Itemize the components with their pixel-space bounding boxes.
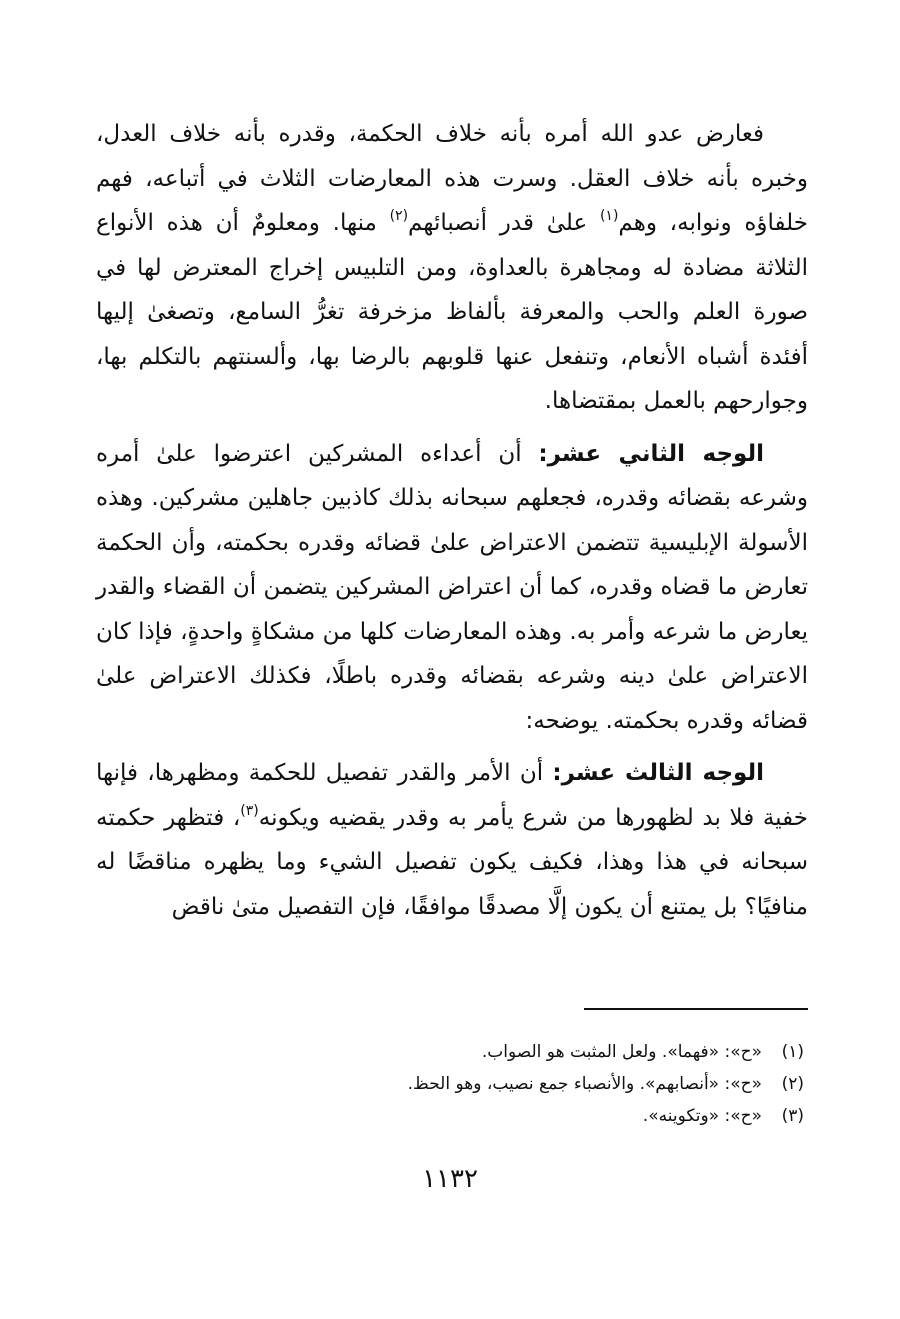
footnote-item	[92, 1100, 804, 1132]
footnote-item	[92, 1068, 804, 1100]
page-body	[96, 112, 808, 937]
footnote-text: «ح»: «أنصابهم». والأنصباء جمع نصيب، وهو الحظ.	[407, 1074, 762, 1094]
paragraph-3-text: أن الأمر والقدر تفصيل للحكمة ومظهرها، فإنها خفية فلا بد لظهورها من شرع يأمر به وقدر يقضيه ويكونه	[96, 760, 808, 831]
paragraph-1-text-cont: علىٰ قدر أنصبائهم	[408, 210, 600, 236]
footnotes	[92, 1036, 804, 1132]
paragraph-1	[96, 112, 808, 424]
paragraph-1-text: فعارض عدو الله أمره بأنه خلاف الحكمة، وقدره بأنه خلاف العدل، وخبره بأنه خلاف العقل. وسرت هذه المعارضات الثلاث في أتباعه، فهم خلفاؤه ونوابه، وهم	[96, 121, 808, 236]
footnote-ref-3[interactable]: (٣)	[240, 802, 259, 819]
page-number: ١١٣٢	[422, 1164, 478, 1194]
paragraph-3	[96, 751, 808, 929]
footnote-divider	[584, 1008, 808, 1010]
footnote-text: «ح»: «وتكوينه».	[642, 1106, 762, 1126]
paragraph-2	[96, 432, 808, 744]
paragraph-1-text-end: منها. ومعلومٌ أن هذه الأنواع الثلاثة مضادة له ومجاهرة بالعداوة، ومن التلبيس إخراج المعترض لها في صورة العلم والحب والمعرفة بألفاظ مزخرفة تغرُّ السامع، وتصغىٰ إليها أفئدة أشباه الأنعام، وتنفعل عنها قلوبهم بالرضا بها، وألسنتهم بالتكلم بها، وجوارحهم بالعمل بمقتضاها.	[96, 210, 808, 414]
footnote-item	[92, 1036, 804, 1068]
paragraph-2-text: أن أعداءه المشركين اعترضوا علىٰ أمره وشرعه بقضائه وقدره، فجعلهم سبحانه بذلك كاذبين جاهلين مشركين. وهذه الأسولة الإبليسية تتضمن الاعتراض علىٰ قضائه وقدره بحكمته، وأن الحكمة تعارض ما قضاه وقدره، كما أن اعتراض المشركين يتضمن أن القضاء والقدر يعارض ما شرعه وأمر به. وهذه المعارضات كلها من مشكاةٍ واحدةٍ، فإذا كان الاعتراض علىٰ دينه وشرعه بقضائه وقدره باطلًا، فكذلك الاعتراض علىٰ قضائه وقدره بحكمته. يوضحه:	[96, 440, 808, 734]
footnote-ref-2[interactable]: (٢)	[389, 208, 409, 224]
footnote-number: (٣)	[781, 1106, 804, 1126]
footnote-ref-1[interactable]: (١)	[599, 208, 619, 224]
paragraph-3-text-end: ، فتظهر حكمته سبحانه في هذا وهذا، فكيف يكون تفصيل الشيء وما يظهره مناقضًا له منافيًا؟ بل يمتنع أن يكون إلَّا مصدقًا موافقًا، فإن التفصيل متىٰ ناقض	[96, 804, 808, 920]
section-heading-12: الوجه الثاني عشر:	[538, 440, 764, 467]
footnote-number: (٢)	[781, 1074, 804, 1094]
section-heading-13: الوجه الثالث عشر:	[552, 760, 764, 786]
footnote-number: (١)	[781, 1042, 804, 1062]
footnote-text: «ح»: «فهما». ولعل المثبت هو الصواب.	[481, 1042, 762, 1062]
